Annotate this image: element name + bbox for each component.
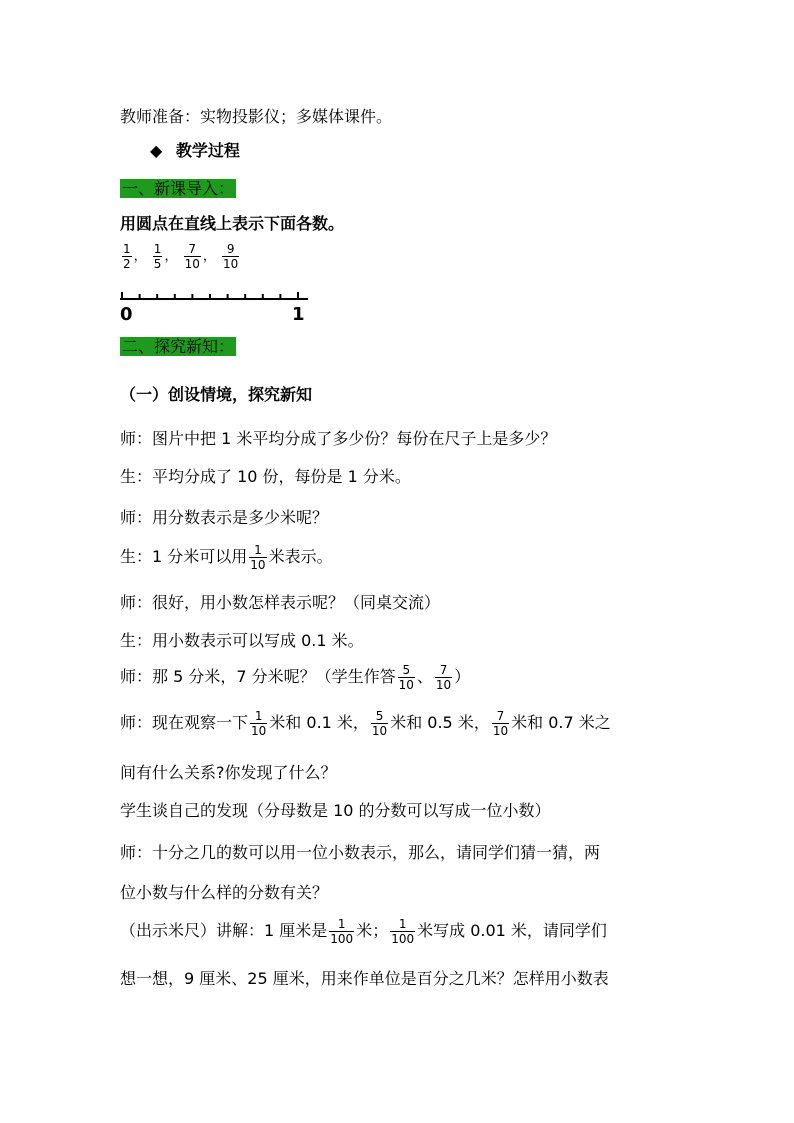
- dialog-line: 师：十分之几的数可以用一位小数表示，那么，请同学们猜一猜，两: [120, 843, 601, 862]
- dialog-text: 米写成 0.01 米，请同学们: [417, 921, 607, 940]
- number-line-svg: [120, 290, 310, 304]
- fraction: $\frac{5}{10}$: [371, 709, 388, 738]
- task-instruction: 用圆点在直线上表示下面各数。: [120, 214, 345, 233]
- dialog-line: 师：很好，用小数怎样表示呢？（同桌交流）: [120, 593, 441, 612]
- dialog-text: 米；: [356, 921, 389, 940]
- fraction: $\frac{7}{10}$: [435, 663, 452, 692]
- task-sep: ，: [133, 249, 147, 264]
- fraction: $\frac{1}{100}$: [391, 917, 415, 946]
- dialog-line: [120, 660, 470, 694]
- dialog-line: [120, 914, 607, 948]
- dialog-line: 师：用分数表示是多少米呢？: [120, 508, 329, 527]
- dialog-text: 米和 0.5 米，: [390, 713, 490, 732]
- sub-heading: （一）创设情境，探究新知: [120, 385, 313, 404]
- dialog-line: 生：平均分成了 10 份，每份是 1 分米。: [120, 467, 411, 486]
- dialog-text: 师：现在观察一下: [120, 713, 249, 732]
- section-explore-label: 二、探究新知：: [122, 337, 235, 356]
- dialog-line: 生：用小数表示可以写成 0.1 米。: [120, 631, 364, 650]
- section-explore: [120, 336, 236, 358]
- dialog-line: [120, 706, 611, 740]
- dialog-text: 米表示。: [268, 547, 333, 566]
- diamond-bullet-icon: ◆: [150, 141, 163, 160]
- fraction: $\frac{1}{100}$: [330, 917, 354, 946]
- fraction: $\frac{5}{10}$: [398, 663, 414, 692]
- task-fraction: $\frac{7}{10}$: [184, 242, 200, 271]
- dialog-line: [120, 540, 333, 574]
- dialog-text: 米和 0.7 米之: [511, 713, 611, 732]
- fraction: $\frac{7}{10}$: [492, 709, 509, 738]
- dialog-line: 想一想，9 厘米、25 厘米，用来作单位是百分之几米？怎样用小数表: [120, 969, 609, 988]
- task-fraction: $\frac{9}{10}$: [223, 242, 239, 271]
- task-fraction: $\frac{1}{2}$: [123, 242, 131, 271]
- dialog-text: （出示米尺）讲解：1 厘米是: [120, 921, 328, 940]
- dialog-text: 师：那 5 分米，7 分米呢？（学生作答: [120, 667, 396, 686]
- process-heading: [150, 140, 240, 162]
- fraction: $\frac{1}{10}$: [250, 543, 266, 572]
- dialog-line: 间有什么关系?你发现了什么？: [120, 763, 337, 782]
- section-new-lesson-label: 一、新课导入：: [122, 179, 235, 198]
- dialog-text: ）: [454, 667, 471, 686]
- dialog-line: 学生谈自己的发现（分母数是 10 的分数可以写成一位小数）: [120, 801, 551, 820]
- task-fractions: [120, 242, 241, 271]
- dialog-line: 位小数与什么样的分数有关？: [120, 883, 329, 902]
- task-fraction: $\frac{1}{5}$: [153, 242, 162, 271]
- fraction: $\frac{1}{10}$: [251, 709, 267, 738]
- process-heading-text: 教学过程: [175, 141, 240, 160]
- task-sep: ，: [202, 249, 216, 264]
- dialog-text: 、: [416, 667, 433, 686]
- task-sep: ，: [164, 249, 178, 264]
- dialog-line: 师：图片中把 1 米平均分成了多少份？每份在尺子上是多少？: [120, 429, 557, 448]
- number-line-start-label: 0: [120, 304, 133, 325]
- teacher-prep: 教师准备：实物投影仪；多媒体课件。: [120, 107, 393, 126]
- dialog-text: 米和 0.1 米，: [269, 713, 369, 732]
- number-line: [120, 290, 310, 330]
- section-new-lesson: [120, 178, 236, 200]
- dialog-text: 生：1 分米可以用: [120, 547, 248, 566]
- number-line-end-label: 1: [292, 304, 305, 325]
